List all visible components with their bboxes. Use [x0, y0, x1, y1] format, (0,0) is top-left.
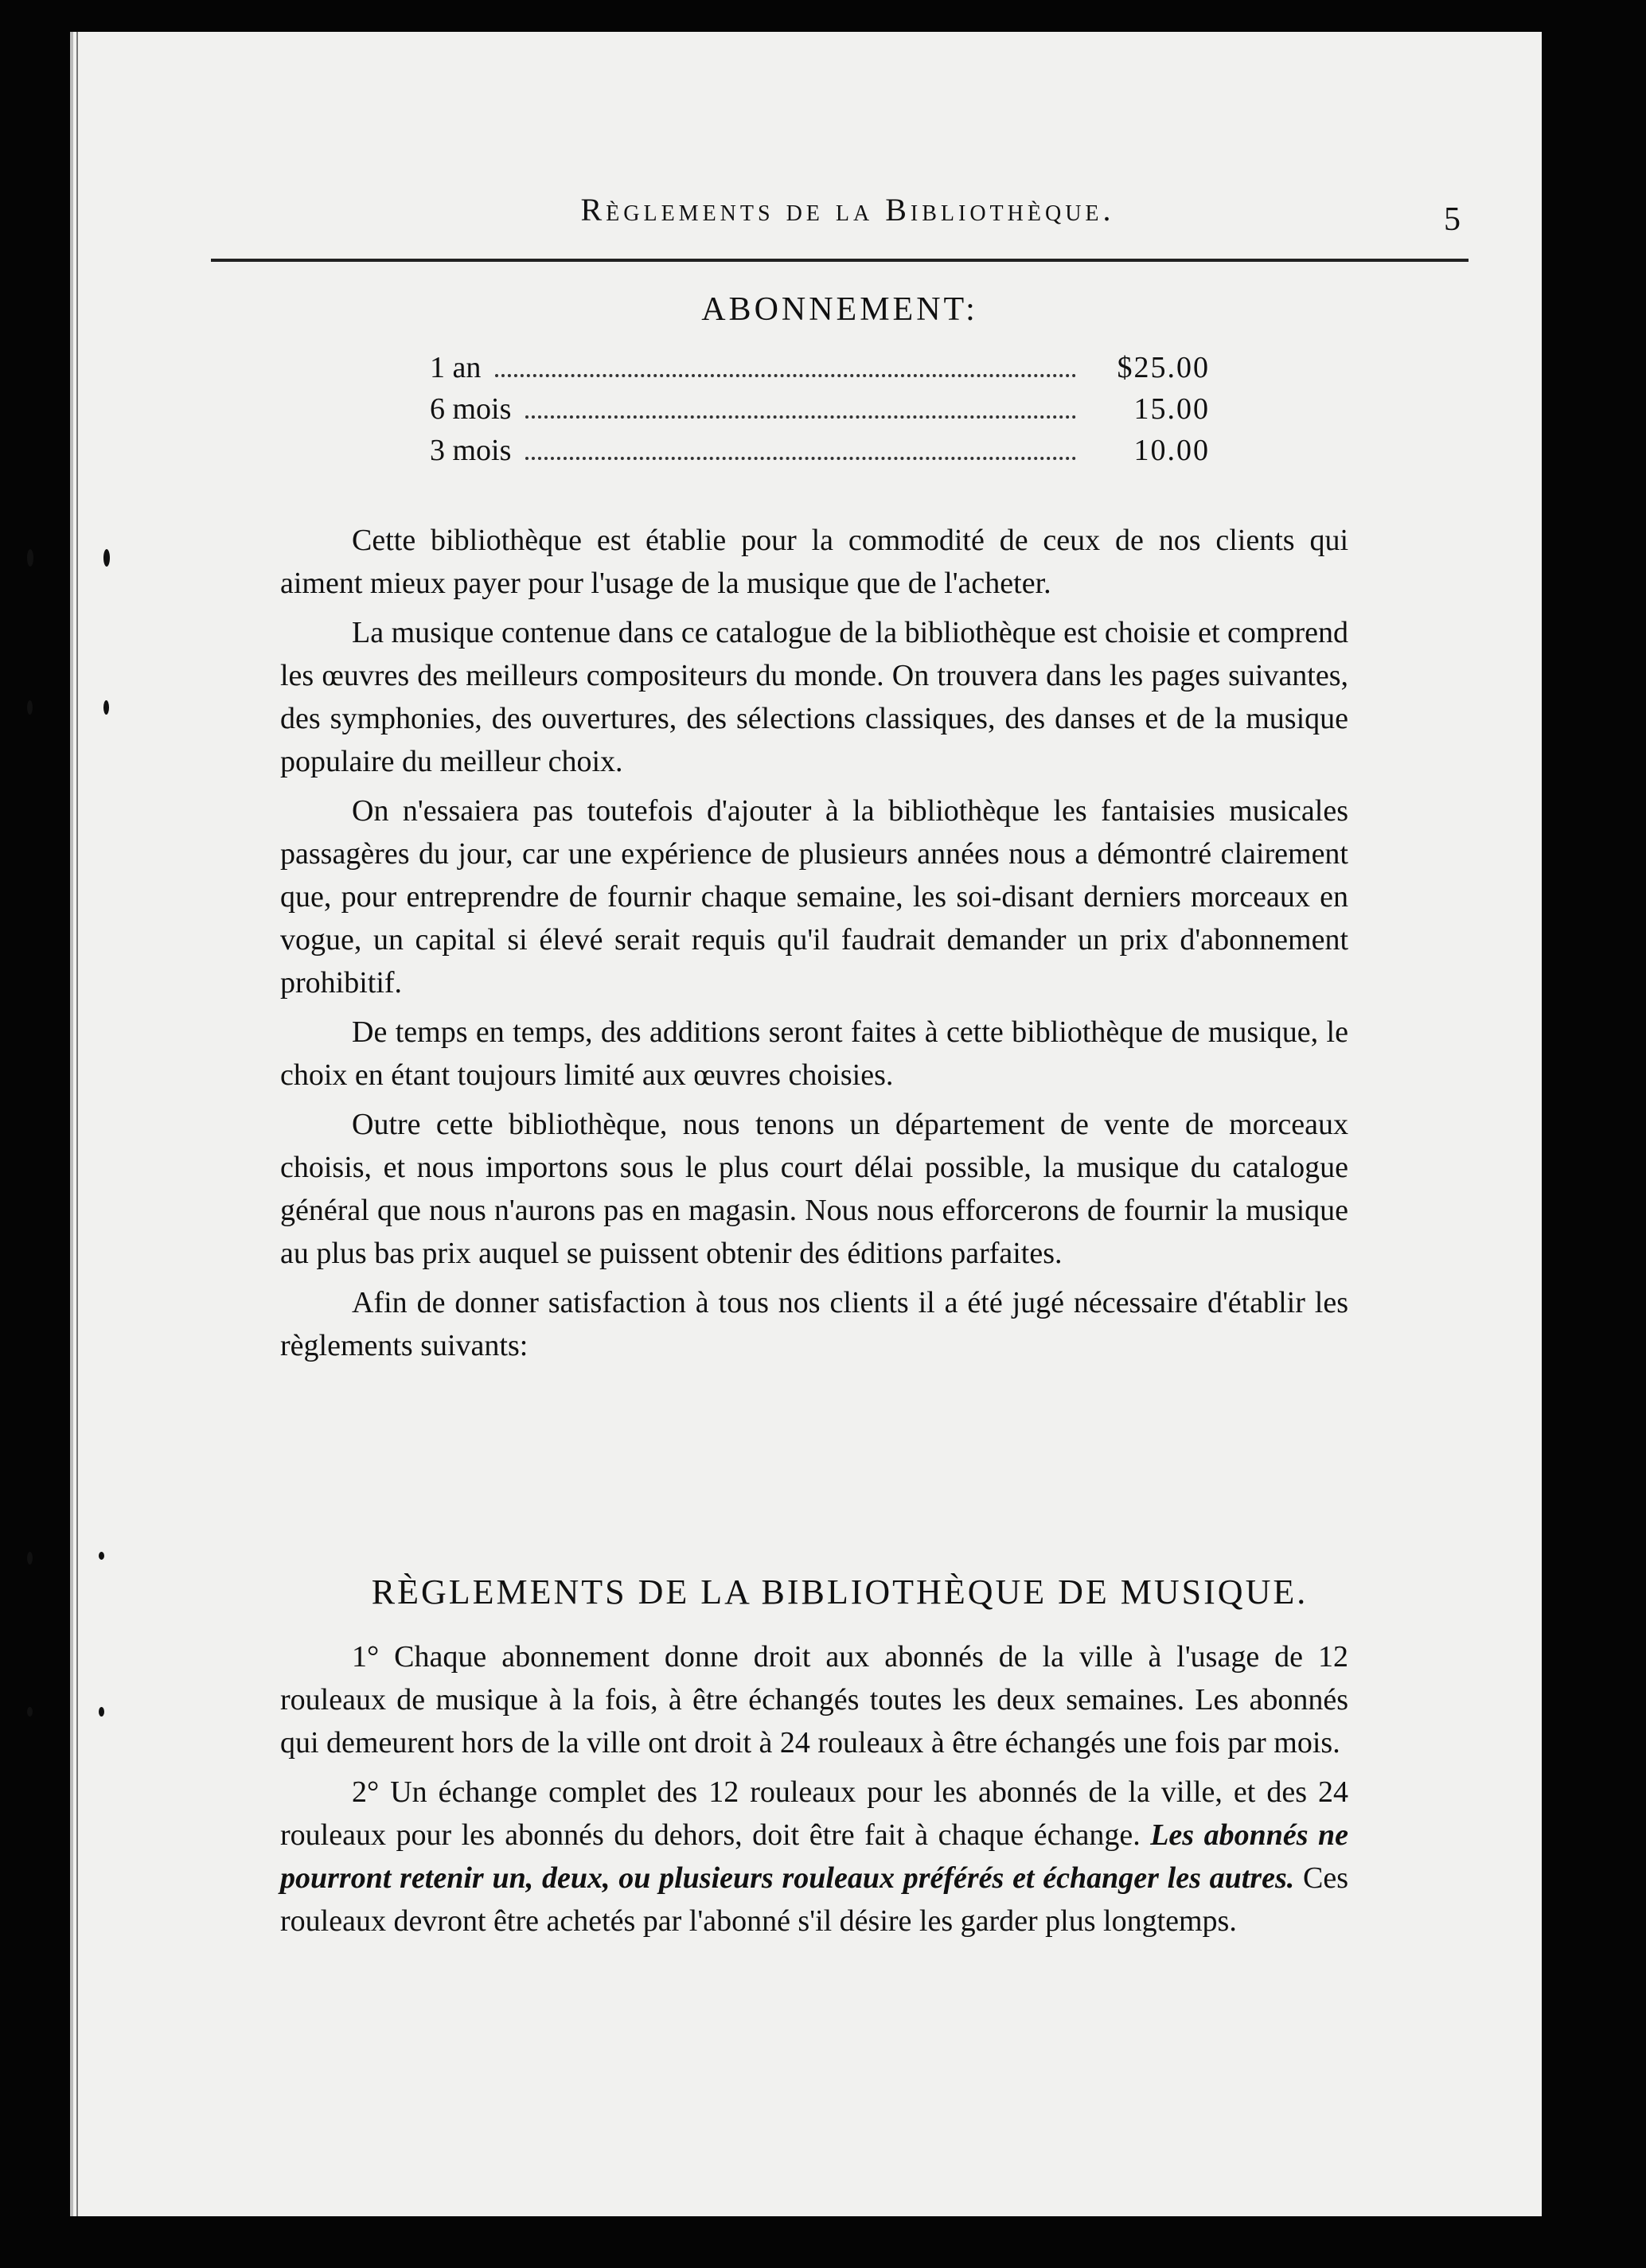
- rate-row: [430, 392, 1210, 433]
- rate-price: $25.00: [1117, 351, 1210, 384]
- margin-mark: [103, 549, 110, 567]
- subscription-rates: [430, 350, 1210, 474]
- page-number: 5: [1444, 201, 1461, 238]
- paragraph: Afin de donner satisfaction à tous nos clients il a été jugé nécessaire d'établir les règlements suivants:: [280, 1286, 1348, 1362]
- page-header: [211, 167, 1469, 263]
- rate-period: 3 mois: [430, 434, 512, 467]
- rate-period: 6 mois: [430, 392, 512, 426]
- leader-dots: [525, 441, 1076, 460]
- margin-mark: [27, 1552, 33, 1565]
- header-rule: [211, 259, 1469, 262]
- rate-row: [430, 350, 1210, 392]
- paragraph: De temps en temps, des additions seront faites à cette bibliothèque de musique, le choix en étant toujours limité aux œuvres choisies.: [280, 1015, 1348, 1092]
- rule-2: [280, 1771, 1348, 1943]
- rule-2-italic: Les abonnés ne pourront retenir un, deux, ou plusieurs rouleaux préférés et échanger les autres.: [280, 1818, 1348, 1895]
- paragraph: La musique contenue dans ce catalogue de la bibliothèque est choisie et comprend les œuvres des meilleurs compositeurs du monde. On trouvera dans les pages suivantes, des symphonies, des ouvertures, des sélections classiques, des danses et de la musique populaire du meilleur choix.: [280, 616, 1348, 778]
- paragraph: Outre cette bibliothèque, nous tenons un département de vente de morceaux choisis, et nous importons sous le plus court délai possible, la musique du catalogue général que nous n'aurons pas en magasin. Nous nous efforcerons de fournir la musique au plus bas prix auquel se puissent obtenir des éditions parfaites.: [280, 1108, 1348, 1270]
- margin-mark: [27, 549, 33, 567]
- rule-1: 1° Chaque abonnement donne droit aux abonnés de la ville à l'usage de 12 rouleaux de musique à la fois, à être échangés toutes les deux semaines. Les abonnés qui demeurent hors de la ville ont droit à 24 rouleaux à être échangés une fois par mois.: [280, 1640, 1348, 1759]
- margin-mark: [99, 1707, 104, 1717]
- body-text: [280, 519, 1348, 1367]
- leader-dots: [525, 399, 1076, 419]
- rate-row: [430, 433, 1210, 474]
- paragraph: Cette bibliothèque est établie pour la commodité de ceux de nos clients qui aiment mieux payer pour l'usage de la musique que de l'acheter.: [280, 524, 1348, 600]
- paragraph: On n'essaiera pas toutefois d'ajouter à la bibliothèque les fantaisies musicales passagères du jour, car une expérience de plusieurs années nous a démontré clairement que, pour entreprendre de fournir chaque semaine, les soi-disant derniers morceaux en vogue, un capital si élevé serait requis qu'il faudrait demander un prix d'abonnement prohibitif.: [280, 794, 1348, 1000]
- leader-dots: [495, 358, 1076, 377]
- margin-mark: [27, 700, 33, 715]
- margin-mark: [103, 700, 109, 715]
- margin-mark: [27, 1707, 33, 1717]
- rule-2-start: 2° Un échange complet des 12 rouleaux pour les abonnés de la ville, et des 24 rouleaux pour les abonnés du dehors, doit être fait à chaque échange.: [280, 1775, 1348, 1852]
- rate-period: 1 an: [430, 351, 482, 384]
- rule-2-end: Ces rouleaux devront être achetés par l'abonné s'il désire les garder plus longtemps.: [280, 1861, 1348, 1938]
- rate-price: 15.00: [1133, 392, 1210, 426]
- rules-list: [280, 1635, 1348, 1943]
- running-head: Règlements de la Bibliothèque.: [580, 192, 1115, 228]
- margin-mark: [99, 1552, 104, 1560]
- subscription-title: ABONNEMENT:: [701, 291, 978, 328]
- rules-title: RÈGLEMENTS DE LA BIBLIOTHÈQUE DE MUSIQUE.: [371, 1572, 1309, 1611]
- rate-price: 10.00: [1133, 434, 1210, 467]
- binding-gutter: [76, 32, 78, 2216]
